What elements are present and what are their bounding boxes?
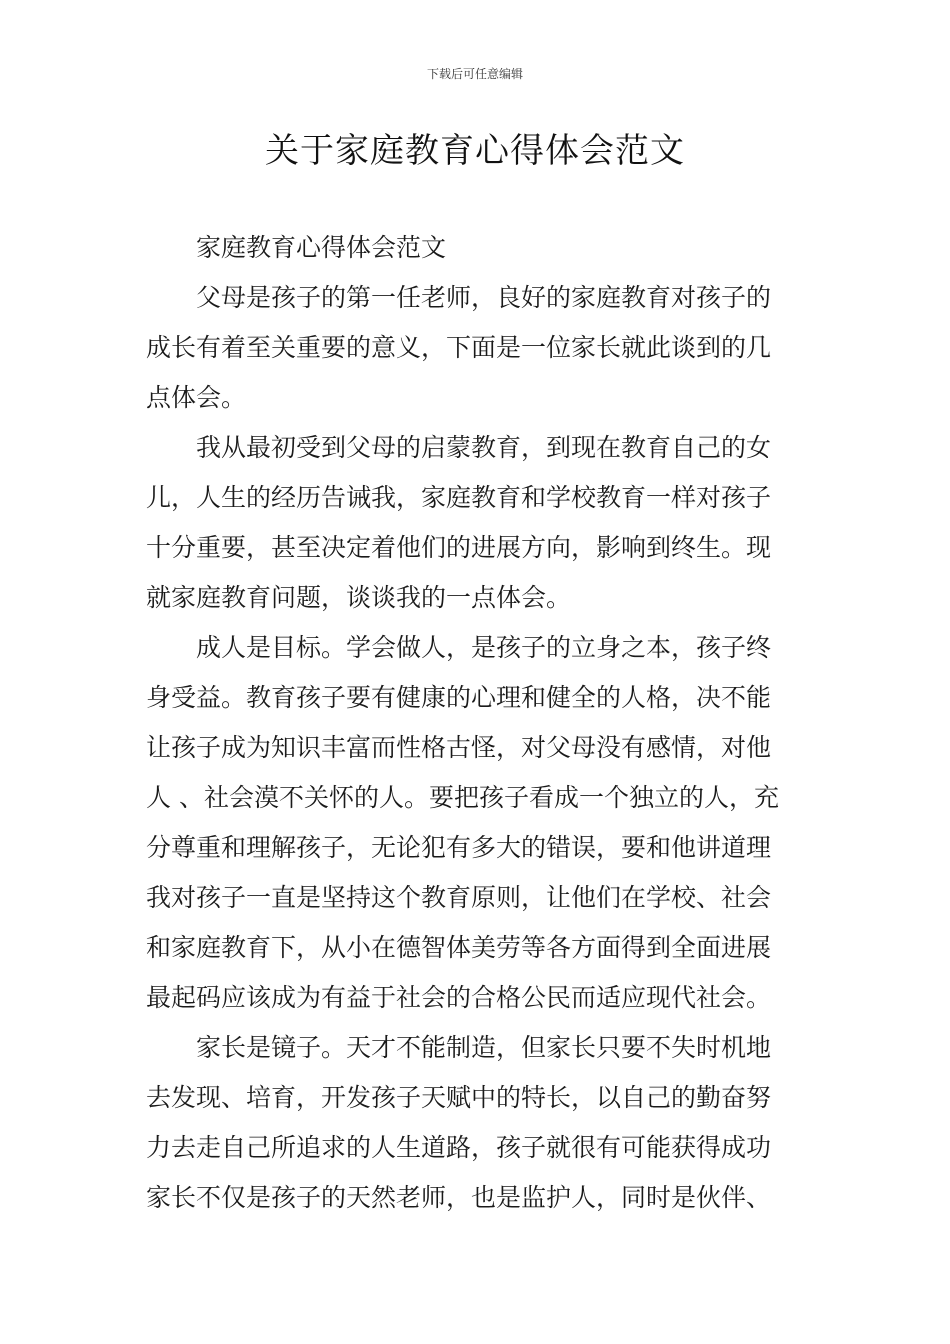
body-line: 十分重要，甚至决定着他们的进展方向，影响到终生。现 [146, 533, 772, 562]
body-line: 让孩子成为知识丰富而性格古怪，对父母没有感情，对他 [146, 733, 772, 762]
body-line: 我从最初受到父母的启蒙教育，到现在教育自己的女 [196, 433, 772, 462]
body-line: 家庭教育心得体会范文 [196, 233, 447, 262]
body-line: 我对孩子一直是坚持这个教育原则，让他们在学校、社会 [146, 883, 772, 912]
body-line: 身受益。教育孩子要有健康的心理和健全的人格，决不能 [146, 683, 772, 712]
document-title: 关于家庭教育心得体会范文 [265, 131, 685, 171]
body-line: 力去走自己所追求的人生道路，孩子就很有可能获得成功 [146, 1133, 772, 1162]
body-line: 父母是孩子的第一任老师，良好的家庭教育对孩子的 [196, 283, 772, 312]
header-note: 下载后可任意编辑 [426, 67, 523, 81]
body-line: 家长不仅是孩子的天然老师，也是监护人，同时是伙伴、 [146, 1183, 772, 1212]
body-line: 就家庭教育问题，谈谈我的一点体会。 [146, 583, 572, 612]
body-line: 和家庭教育下，从小在德智体美劳等各方面得到全面进展 [146, 933, 772, 962]
body-line: 人 、社会漠不关怀的人。要把孩子看成一个独立的人，充 [146, 783, 779, 812]
body-line: 点体会。 [146, 383, 247, 412]
body-line: 成人是目标。学会做人，是孩子的立身之本，孩子终 [196, 633, 772, 662]
body-line: 最起码应该成为有益于社会的合格公民而适应现代社会。 [146, 983, 772, 1012]
body-line: 分尊重和理解孩子，无论犯有多大的错误，要和他讲道理 [146, 833, 772, 862]
body-line: 儿，人生的经历告诫我，家庭教育和学校教育一样对孩子 [146, 483, 772, 512]
body-line: 家长是镜子。天才不能制造，但家长只要不失时机地 [196, 1033, 772, 1062]
body-line: 去发现、培育，开发孩子天赋中的特长，以自己的勤奋努 [146, 1083, 772, 1112]
body-line: 成长有着至关重要的意义，下面是一位家长就此谈到的几 [146, 333, 772, 362]
